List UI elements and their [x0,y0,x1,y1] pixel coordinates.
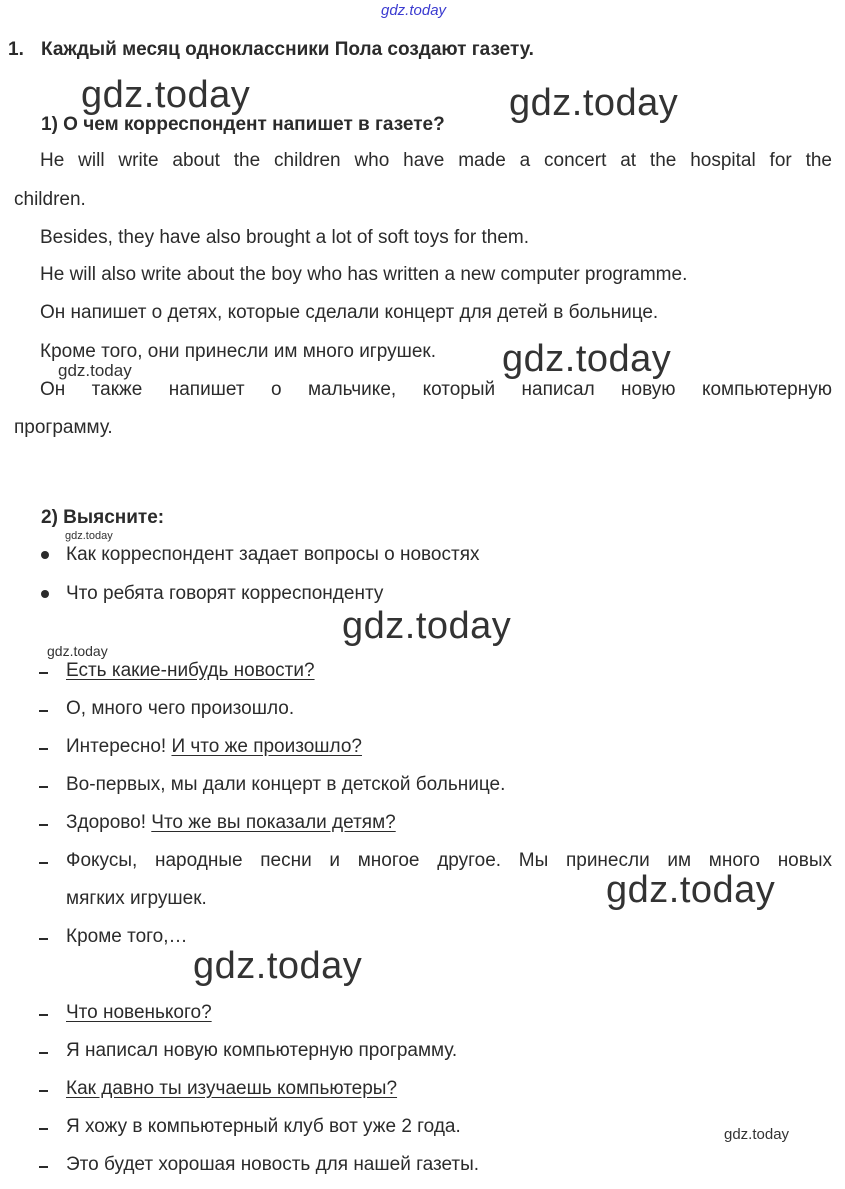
watermark: gdz.today [502,338,672,380]
dialogue-text: Здорово! [66,812,152,833]
dialogue-line: Фокусы, народные песни и многое другое. Мы принесли им много новых [66,850,832,871]
dash-icon [39,748,48,750]
dash-icon [39,1090,48,1092]
part1-heading: 1) О чем корреспондент напишет в газете? [41,114,445,135]
watermark: gdz.today [509,82,679,124]
bullet-item: Как корреспондент задает вопросы о новостях [66,544,480,565]
watermark-small: gdz.today [58,361,132,380]
dash-icon [39,1052,48,1054]
part1-paragraph: He will also write about the boy who has written a new computer programme. [40,264,688,285]
part1-paragraph: Он также напишет о мальчике, который написал новую компьютерную [40,379,832,400]
watermark: gdz.today [606,869,776,911]
dialogue-line: Во-первых, мы дали концерт в детской больнице. [66,774,506,795]
dash-icon [39,1166,48,1168]
dialogue-question: Что новенького? [66,1002,212,1023]
dash-icon [39,824,48,826]
dash-icon [39,938,48,940]
dash-icon [39,672,48,674]
dialogue-line: О, много чего произошло. [66,698,295,719]
dialogue-line: Я хожу в компьютерный клуб вот уже 2 года. [66,1116,461,1137]
watermark: gdz.today [81,74,251,116]
dialogue-line: Я написал новую компьютерную программу. [66,1040,458,1061]
dialogue-text: Интересно! [66,736,172,757]
bullet-icon [41,551,49,559]
watermark: gdz.today [193,945,363,987]
dialogue-question: Есть какие-нибудь новости? [66,660,315,681]
watermark-top: gdz.today [381,2,447,19]
dialogue-question: И что же произошло? [171,736,362,757]
dialogue-line: Это будет хорошая новость для нашей газеты. [66,1154,480,1175]
part1-paragraph: Кроме того, они принесли им много игрушек. [40,341,436,362]
bullet-item: Что ребята говорят корреспонденту [66,583,384,604]
dialogue-line [66,736,362,758]
dash-icon [39,710,48,712]
dash-icon [39,786,48,788]
dash-icon [39,1014,48,1016]
part1-paragraph: Он напишет о детях, которые сделали концерт для детей в больнице. [40,302,659,323]
dialogue-line: Кроме того,… [66,926,188,947]
task-title: Каждый месяц одноклассники Пола создают газету. [41,39,534,60]
bullet-icon [41,590,49,598]
watermark-small: gdz.today [65,530,113,542]
dialogue-line: мягких игрушек. [66,888,207,909]
watermark-small: gdz.today [47,643,108,659]
part1-paragraph: программу. [14,417,113,438]
dash-icon [39,1128,48,1130]
watermark: gdz.today [342,605,512,647]
dash-icon [39,862,48,864]
part2-heading: 2) Выясните: [41,507,165,528]
dialogue-line [66,812,396,834]
part1-paragraph: children. [14,189,86,210]
watermark-small: gdz.today [724,1126,790,1143]
dialogue-question: Что же вы показали детям? [151,812,396,833]
part1-paragraph: Besides, they have also brought a lot of soft toys for them. [40,227,529,248]
task-number: 1. [8,39,24,60]
part1-paragraph: He will write about the children who have made a concert at the hospital for the [40,150,832,171]
dialogue-question: Как давно ты изучаешь компьютеры? [66,1078,398,1099]
